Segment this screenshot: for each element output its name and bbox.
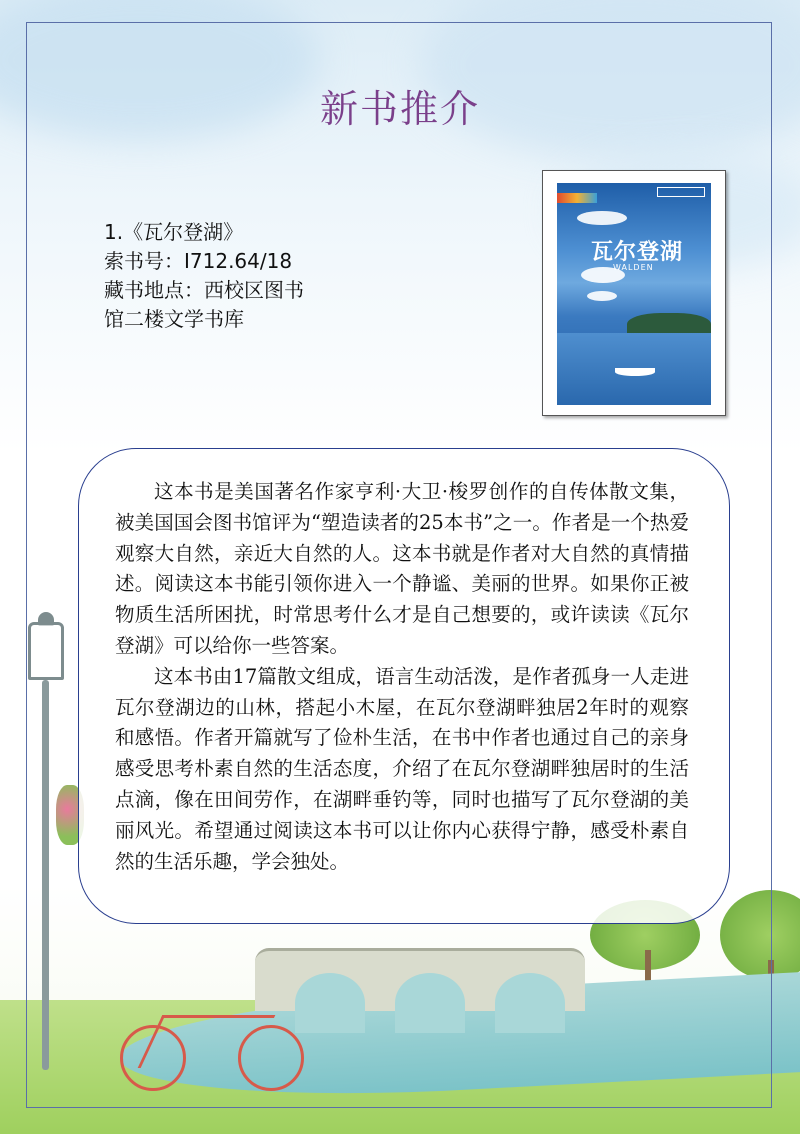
cover-cloud bbox=[577, 211, 627, 225]
cover-color-stripe bbox=[557, 193, 597, 203]
cover-boat bbox=[615, 368, 655, 376]
book-info bbox=[104, 218, 354, 334]
description-paragraph-2: 这本书由17篇散文组成，语言生动活泼，是作者孤身一人走进瓦尔登湖边的山林，搭起小木屋，在瓦尔登湖畔独居2年时的观察和感悟。作者开篇就写了俭朴生活，在书中作者也通过自己的亲身感受思考朴素自然的生活态度，介绍了在瓦尔登湖畔独居时的生活点滴，像在田间劳作，在湖畔垂钓等，同时也描写了瓦尔登湖的美丽风光。希望通过阅读这本书可以让你内心获得宁静，感受朴素自然的生活乐趣，学会独处。 bbox=[115, 664, 689, 873]
book-cover-frame bbox=[542, 170, 726, 416]
description-box bbox=[78, 448, 730, 924]
book-cover-image bbox=[557, 183, 711, 405]
cover-subtitle: WALDEN bbox=[613, 263, 654, 272]
location-line-1: 藏书地点：西校区图书 bbox=[104, 278, 304, 302]
book-heading: 1.《瓦尔登湖》 bbox=[104, 220, 244, 244]
cover-series-label bbox=[657, 187, 705, 197]
cover-title: 瓦尔登湖 bbox=[591, 239, 684, 265]
page-title: 新书推介 bbox=[319, 87, 480, 131]
description-paragraph-1: 这本书是美国著名作家亨利·大卫·梭罗创作的自传体散文集，被美国国会图书馆评为“塑造读者的25本书”之一。作者是一个热爱观察大自然，亲近大自然的人。这本书就是作者对大自然的真情描述。阅读这本书能引领你进入一个静谧、美丽的世界。如果你正被物质生活所困扰，时常思考什么才是自己想要的，或许读读《瓦尔登湖》可以给你一些答案。 bbox=[115, 480, 689, 657]
location-line-2: 馆二楼文学书库 bbox=[104, 307, 244, 331]
call-number: 索书号：I712.64/18 bbox=[104, 249, 293, 273]
cover-cloud bbox=[587, 291, 617, 301]
